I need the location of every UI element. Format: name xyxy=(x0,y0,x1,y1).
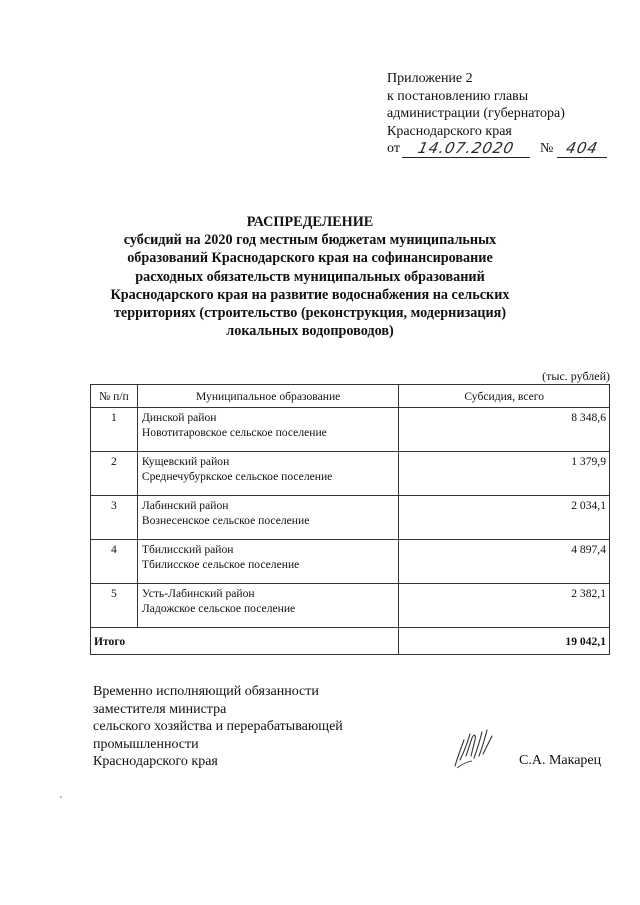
table-header-row xyxy=(91,385,610,408)
header-num: № п/п xyxy=(91,385,138,408)
date-blank xyxy=(402,139,530,158)
heading-line: территориях (строительство (реконструкция, модернизация) xyxy=(113,305,507,322)
signatory-position-line: Краснодарского края xyxy=(93,754,218,769)
heading-line: образований Краснодарского края на софинансирование xyxy=(127,250,493,267)
appendix-line: Краснодарского края xyxy=(387,123,512,139)
municipality-cell xyxy=(137,584,399,628)
signatory-position-line: заместителя министра xyxy=(93,701,227,717)
subsidy-table xyxy=(90,384,610,655)
header-subsidy: Субсидия, всего xyxy=(399,385,610,408)
number-label: № xyxy=(539,141,554,157)
scan-speck xyxy=(60,796,62,798)
table-row xyxy=(91,540,610,584)
document-heading xyxy=(90,213,530,340)
table-row xyxy=(91,584,610,628)
header-municipality: Муниципальное образование xyxy=(137,385,399,408)
subsidy-amount: 1 379,9 xyxy=(399,452,610,496)
settlement-name: Тбилисское сельское поселение xyxy=(141,557,300,571)
heading-line: расходных обязательств муниципальных образований xyxy=(135,268,485,285)
municipality-cell xyxy=(137,496,399,540)
appendix-line: Приложение 2 xyxy=(387,71,473,86)
row-number: 3 xyxy=(91,496,138,540)
district-name: Усть-Лабинский район xyxy=(141,587,255,600)
heading-line: локальных водопроводов) xyxy=(226,323,394,340)
date-prefix: от xyxy=(387,141,400,157)
municipality-cell xyxy=(137,452,399,496)
row-number: 1 xyxy=(91,408,138,452)
subsidy-amount: 2 382,1 xyxy=(399,584,610,628)
handwritten-number: 404 xyxy=(564,139,601,158)
settlement-name: Новотитаровское сельское поселение xyxy=(141,425,327,439)
total-amount: 19 042,1 xyxy=(399,628,610,655)
subsidy-amount: 2 034,1 xyxy=(399,496,610,540)
row-number: 4 xyxy=(91,540,138,584)
appendix-block xyxy=(387,70,627,158)
row-number: 2 xyxy=(91,452,138,496)
municipality-cell xyxy=(137,408,399,452)
settlement-name: Вознесенское сельское поселение xyxy=(141,513,310,527)
row-number: 5 xyxy=(91,584,138,628)
number-blank xyxy=(557,139,607,158)
district-name: Тбилисский район xyxy=(141,543,234,556)
district-name: Лабинский район xyxy=(141,499,229,512)
appendix-line: к постановлению главы xyxy=(387,88,529,104)
district-name: Динской район xyxy=(141,411,217,424)
total-label: Итого xyxy=(91,628,399,655)
table-row xyxy=(91,496,610,540)
signer-name: С.А. Макарец xyxy=(519,753,602,768)
signature-block xyxy=(93,683,343,771)
units-note: (тыс. рублей) xyxy=(542,369,610,383)
signatory-position-line: промышленности xyxy=(93,736,199,752)
handwritten-date: 14.07.2020 xyxy=(416,139,516,158)
signatory-position-line: сельского хозяйства и перерабатывающей xyxy=(93,719,343,734)
date-number-line xyxy=(387,140,627,158)
subsidy-amount: 4 897,4 xyxy=(399,540,610,584)
signatory-position-line: Временно исполняющий обязанности xyxy=(93,684,319,699)
heading-line: субсидий на 2020 год местным бюджетам муниципальных xyxy=(123,232,497,249)
heading-title: РАСПРЕДЕЛЕНИЕ xyxy=(246,214,374,230)
settlement-name: Ладожское сельское поселение xyxy=(141,601,296,615)
subsidy-amount: 8 348,6 xyxy=(399,408,610,452)
heading-line: Краснодарского края на развитие водоснабжения на сельских xyxy=(110,286,510,303)
municipality-cell xyxy=(137,540,399,584)
table-total-row xyxy=(91,628,610,655)
table-row xyxy=(91,408,610,452)
handwritten-signature xyxy=(452,726,498,774)
settlement-name: Среднечубуркское сельское поселение xyxy=(141,469,333,483)
table-row xyxy=(91,452,610,496)
district-name: Кущевский район xyxy=(141,455,230,468)
appendix-line: администрации (губернатора) xyxy=(387,106,565,122)
